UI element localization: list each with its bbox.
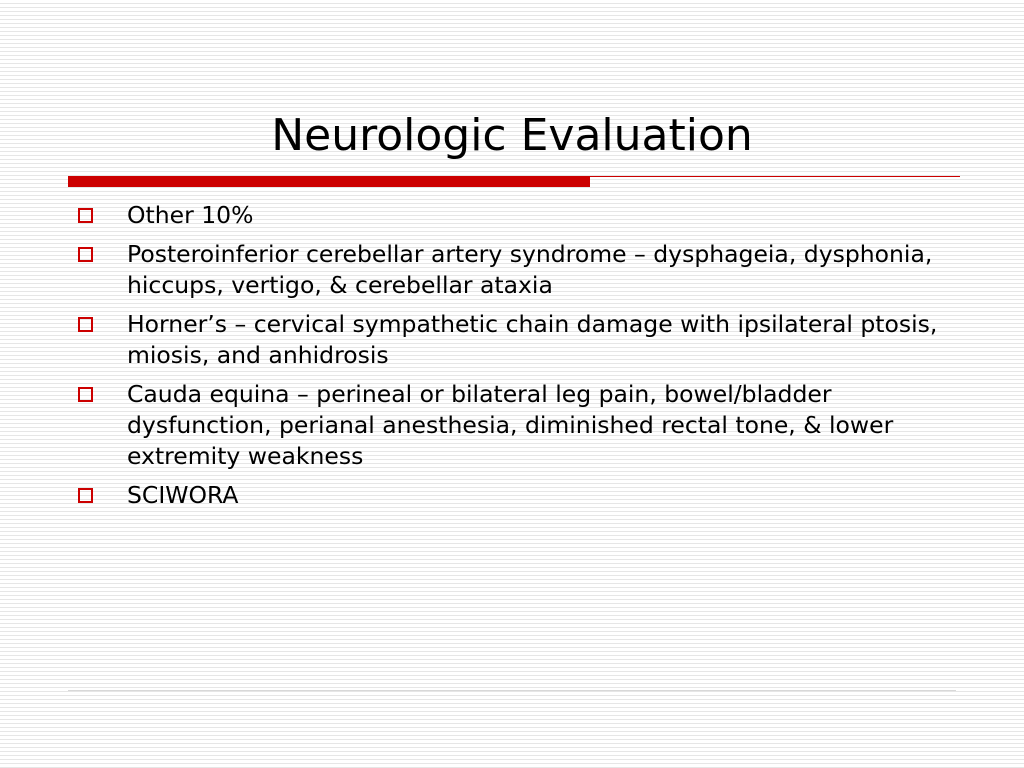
bullet-text: Posteroinferior cerebellar artery syndrome – dysphageia, dysphonia, hiccups, vertigo, & cerebellar ataxia — [127, 240, 933, 299]
bullet-text: SCIWORA — [127, 481, 239, 509]
bullet-item — [76, 480, 976, 511]
square-bullet-icon — [78, 317, 93, 332]
footer-divider — [68, 690, 956, 691]
bullet-item — [76, 239, 976, 301]
bullet-text: Horner’s – cervical sympathetic chain damage with ipsilateral ptosis, miosis, and anhidrosis — [127, 310, 938, 369]
square-bullet-icon — [78, 488, 93, 503]
bullet-list — [76, 200, 976, 519]
bullet-text: Cauda equina – perineal or bilateral leg pain, bowel/bladder dysfunction, perianal anesthesia, diminished rectal tone, & lower extremity weakness — [127, 380, 894, 470]
title-underline-thick — [68, 176, 590, 187]
bullet-item — [76, 200, 976, 231]
bullet-item — [76, 379, 976, 472]
title-underline-thin — [590, 176, 960, 177]
bullet-text: Other 10% — [127, 201, 254, 229]
square-bullet-icon — [78, 387, 93, 402]
square-bullet-icon — [78, 247, 93, 262]
bullet-item — [76, 309, 976, 371]
slide-title: Neurologic Evaluation — [271, 110, 753, 161]
square-bullet-icon — [78, 208, 93, 223]
